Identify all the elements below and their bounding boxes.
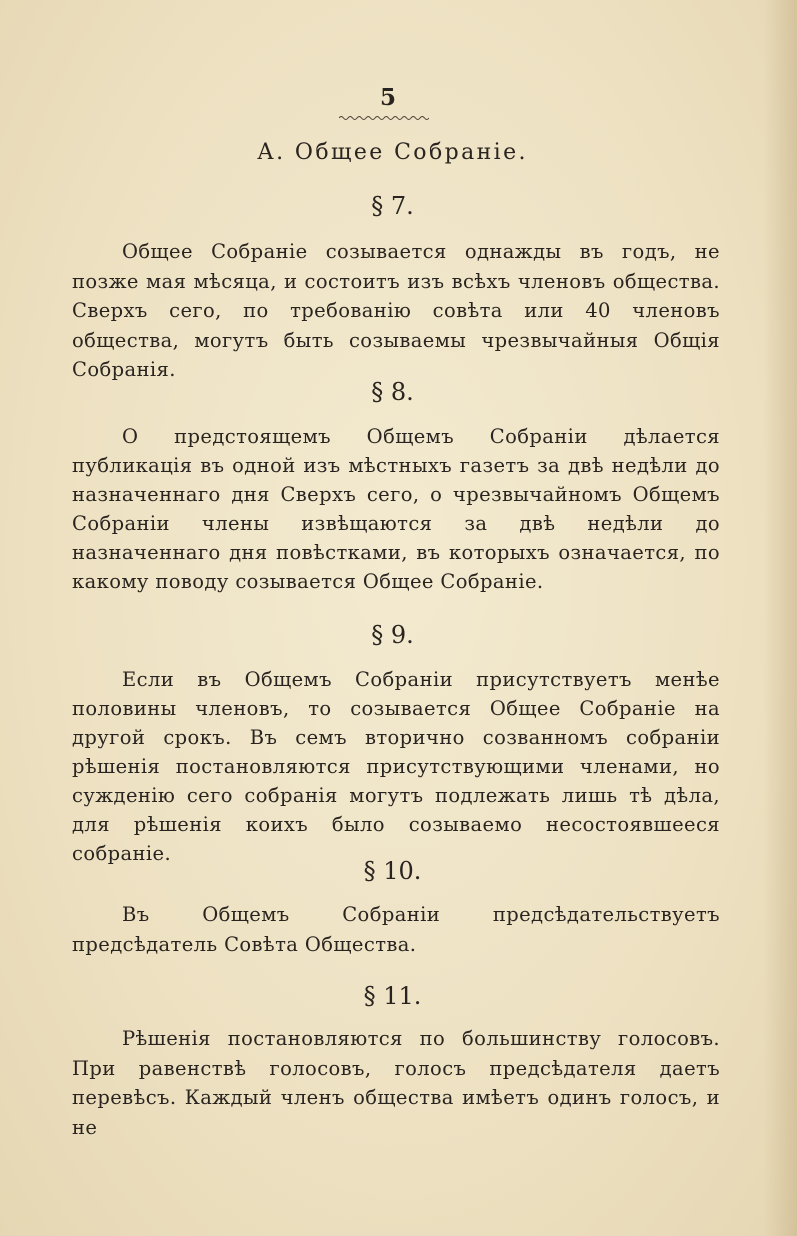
paragraph-sign-9: § 9. <box>371 621 414 649</box>
paragraph-text-9: Если въ Общемъ Собраніи присутствуетъ менѣе половины членовъ, то созывается Общее Собраніе на другой срокъ. Въ семъ вторично созванномъ собраніи рѣшенія постановляются присутствующими членами, но сужденію сего собранія могутъ подлежать лишь тѣ дѣла, для рѣшенія коихъ было созываемо несостоявшееся собраніе. <box>72 668 720 865</box>
page-edge-shadow <box>763 0 797 1236</box>
paragraph-text-7: Общее Собраніе созывается однажды въ годъ, не позже мая мѣсяца, и состоитъ изъ всѣхъ членовъ общества. Сверхъ сего, по требованію совѣта или 40 членовъ общества, могутъ быть созываемы чрезвычайныя Общія Собранія. <box>72 240 720 381</box>
paragraph-sign-7: § 7. <box>371 192 414 220</box>
section-heading: А. Общее Собраніе. <box>257 140 528 165</box>
paragraph-text-10: Въ Общемъ Собраніи предсѣдательствуетъ предсѣдатель Совѣта Общества. <box>72 903 720 956</box>
ornamental-rule <box>339 115 429 121</box>
paragraph-sign-10: § 10. <box>363 857 422 885</box>
paragraph-text-8: О предстоящемъ Общемъ Собраніи дѣлается публикація въ одной изъ мѣстныхъ газетъ за двѣ недѣли до назначеннаго дня Сверхъ сего, о чрезвычайномъ Общемъ Собраніи члены извѣщаются за двѣ недѣли до назначеннаго дня повѣстками, въ которыхъ означается, по какому поводу созывается Общее Собраніе. <box>72 425 720 593</box>
paragraph-sign-8: § 8. <box>371 378 414 406</box>
page-number: 5 <box>379 84 397 111</box>
paragraph-text-11: Рѣшенія постановляются по большинству голосовъ. При равенствѣ голосовъ, голосъ предсѣдателя даетъ перевѣсъ. Каждый членъ общества имѣетъ одинъ голосъ, и не <box>72 1027 720 1139</box>
paragraph-sign-11: § 11. <box>363 982 422 1010</box>
